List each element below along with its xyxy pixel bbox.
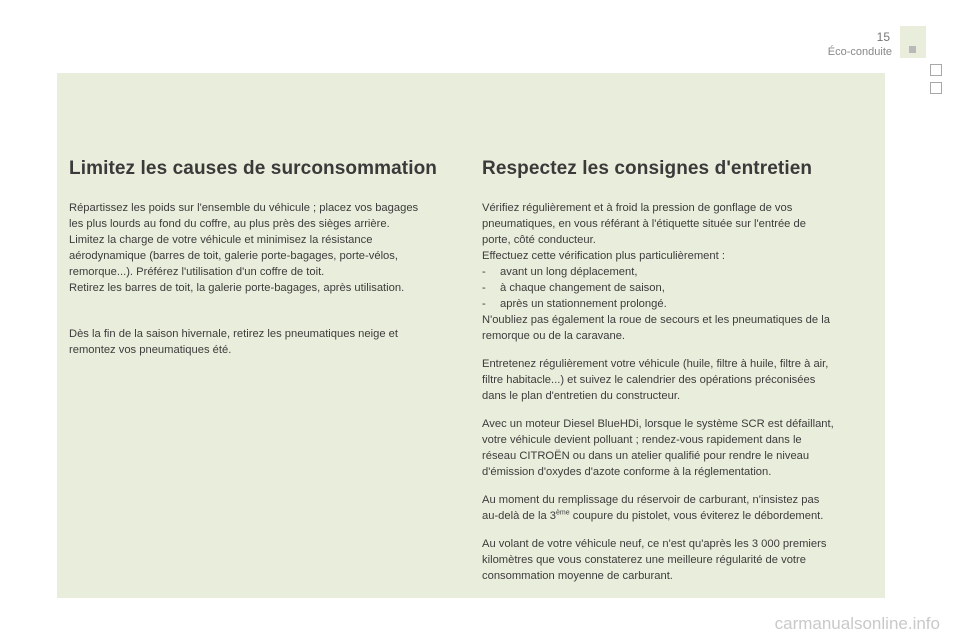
page-number: 15 xyxy=(876,30,890,44)
list-item: - avant un long déplacement, xyxy=(482,266,638,278)
text-line: d'émission d'oxydes d'azote conforme à la réglementation. xyxy=(482,466,772,478)
right-paragraph-5 xyxy=(482,536,877,584)
watermark: carmanualsonline.info xyxy=(774,614,940,633)
text-line: remorque ou de la caravane. xyxy=(482,330,626,342)
section-tab xyxy=(900,26,926,58)
text-line: Vérifiez régulièrement et à froid la pression de gonflage de vos xyxy=(482,202,793,214)
left-paragraph-1 xyxy=(69,200,459,296)
list-item: - à chaque changement de saison, xyxy=(482,282,665,294)
right-column xyxy=(482,158,877,596)
text-line: Effectuez cette vérification plus particulièrement : xyxy=(482,250,725,262)
text-line: remorque...). Préférez l'utilisation d'un coffre de toit. xyxy=(69,266,325,278)
right-heading: Respectez les consignes d'entretien xyxy=(482,158,813,179)
text-line: au-delà de la 3ème coupure du pistolet, vous éviterez le débordement. xyxy=(482,509,824,522)
right-paragraph-4 xyxy=(482,492,877,524)
text-line: Répartissez les poids sur l'ensemble du véhicule ; placez vos bagages xyxy=(69,202,419,214)
text-line: Retirez les barres de toit, la galerie porte-bagages, après utilisation. xyxy=(69,282,405,294)
text-line: porte, côté conducteur. xyxy=(482,234,596,246)
tab-marker-icon xyxy=(909,46,916,53)
text-line: filtre habitacle...) et suivez le calendrier des opérations préconisées xyxy=(482,374,816,386)
list-item: - après un stationnement prolongé. xyxy=(482,298,667,310)
left-heading: Limitez les causes de surconsommation xyxy=(69,158,437,179)
section-label: Éco-conduite xyxy=(827,46,892,58)
text-line: votre véhicule devient polluant ; rendez-vous rapidement dans le xyxy=(482,434,802,446)
text-line: Entretenez régulièrement votre véhicule (huile, filtre à huile, filtre à air, xyxy=(482,358,829,370)
left-column xyxy=(69,158,459,370)
text-line: Limitez la charge de votre véhicule et minimisez la résistance xyxy=(69,234,373,246)
text-line: consommation moyenne de carburant. xyxy=(482,570,673,582)
content-panel xyxy=(57,73,885,598)
nav-box-2 xyxy=(930,82,942,94)
text-line: dans le plan d'entretien du constructeur. xyxy=(482,390,681,402)
text-line: réseau CITROËN ou dans un atelier qualifié pour rendre le niveau xyxy=(482,450,810,462)
text-line: N'oubliez pas également la roue de secours et les pneumatiques de la xyxy=(482,314,830,326)
text-line: Au moment du remplissage du réservoir de carburant, n'insistez pas xyxy=(482,494,820,506)
text-line: Avec un moteur Diesel BlueHDi, lorsque le système SCR est défaillant, xyxy=(482,418,834,430)
text-line: les plus lourds au fond du coffre, au plus près des sièges arrière. xyxy=(69,218,390,230)
text-line: Au volant de votre véhicule neuf, ce n'est qu'après les 3 000 premiers xyxy=(482,538,827,550)
text-line: aérodynamique (barres de toit, galerie porte-bagages, porte-vélos, xyxy=(69,250,398,262)
nav-box-1 xyxy=(930,64,942,76)
text-line: pneumatiques, en vous référant à l'étiquette située sur l'entrée de xyxy=(482,218,806,230)
right-paragraph-3 xyxy=(482,416,877,480)
text-line: Dès la fin de la saison hivernale, retirez les pneumatiques neige et xyxy=(69,328,398,340)
text-line: kilomètres que vous constaterez une meilleure régularité de votre xyxy=(482,554,806,566)
right-paragraph-1 xyxy=(482,200,877,344)
text-line: remontez vos pneumatiques été. xyxy=(69,344,232,356)
superscript: ème xyxy=(556,509,570,517)
left-paragraph-2 xyxy=(69,326,459,358)
right-paragraph-2 xyxy=(482,356,877,404)
